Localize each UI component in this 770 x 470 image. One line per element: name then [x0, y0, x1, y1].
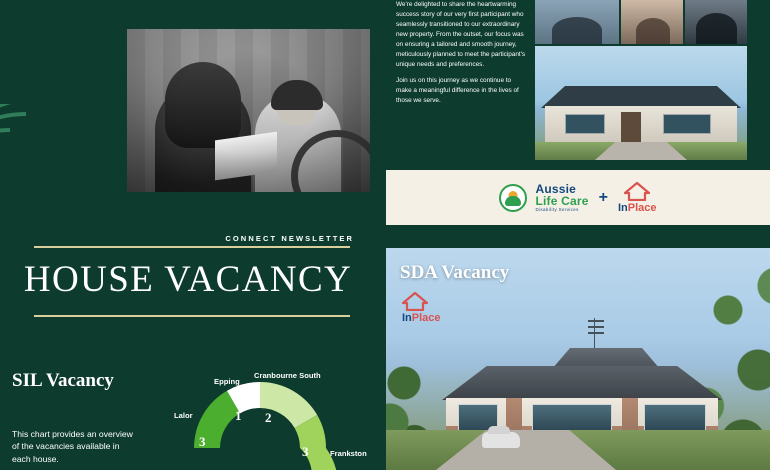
photo-people-1 [535, 0, 619, 44]
chart-value-frankston: 3 [302, 444, 309, 459]
chart-label-frankston: Frankston [330, 449, 367, 458]
chart-value-lalor: 3 [199, 434, 206, 449]
sda-inplace-place: Place [411, 312, 441, 324]
sda-vacancy-panel [386, 248, 770, 470]
aussie-life-care-wordmark [535, 183, 588, 213]
sda-vacancy-heading: SDA Vacancy [400, 262, 510, 283]
aussie-tagline: Disability Services [535, 206, 579, 212]
photo-window-right [663, 114, 711, 134]
divider-bottom [34, 315, 350, 317]
divider-top [34, 246, 350, 248]
house-icon [624, 182, 650, 201]
inplace-logo [618, 182, 657, 214]
chart-label-cranbourne-south: Cranbourne South [254, 371, 321, 380]
inplace-wordmark [618, 202, 657, 214]
photo-roof [541, 86, 741, 108]
sil-vacancy-donut-chart [174, 371, 368, 470]
photo-window-left [565, 114, 605, 134]
chart-value-cranbourne-south: 2 [265, 410, 272, 425]
aussie-life-care-logo-icon [499, 184, 527, 212]
sda-tv-aerial [594, 318, 620, 348]
photo-front-door [621, 112, 641, 144]
top-left-panel [0, 0, 376, 232]
partner-logo-bar [386, 170, 770, 225]
chart-value-epping: 1 [235, 408, 242, 423]
story-paragraph-2: Join us on this journey as we continue to make a meaningful difference in the lives of those we serve. [396, 77, 519, 105]
photo-strip-people [535, 0, 747, 44]
inplace-place: Place [627, 201, 657, 214]
aussie-line-2: Life Care [535, 194, 589, 209]
chart-label-epping: Epping [214, 377, 240, 386]
photo-people-2 [621, 0, 683, 44]
photo-support-worker-and-participant [127, 29, 370, 192]
chart-label-lalor: Lalor [174, 411, 193, 420]
arc-decoration-icon [0, 104, 108, 222]
sda-inplace-logo [402, 292, 441, 324]
photo-people-3 [685, 0, 747, 44]
photo-property-exterior-top [535, 46, 747, 160]
sda-inplace-in: In [402, 312, 412, 324]
sda-main-roof [442, 366, 722, 400]
title-block [0, 232, 376, 342]
plus-symbol: + [598, 188, 608, 206]
aussie-line-1: Aussie [535, 181, 577, 196]
sil-vacancy-heading: SIL Vacancy [12, 370, 114, 391]
house-icon [402, 292, 428, 311]
story-paragraph-1: We're delighted to share the heartwarming success story of our very first participant who seamlessly transitioned to our extraordinary new property. From the outset, our focus was on ensuring a tailored and smooth journey, meticulously planned to meet the participant's unique needs and preferences. [396, 1, 526, 68]
photo-vignette [127, 29, 370, 192]
page-title: HOUSE VACANCY [23, 259, 353, 300]
inplace-in: In [617, 201, 628, 214]
newsletter-kicker: CONNECT NEWSLETTER [225, 234, 354, 243]
sda-parked-car [482, 432, 520, 448]
sil-vacancy-description: This chart provides an overview of the vacancies available in each house. [12, 429, 133, 464]
sda-inplace-wordmark [402, 312, 441, 324]
success-story-text [386, 0, 536, 166]
